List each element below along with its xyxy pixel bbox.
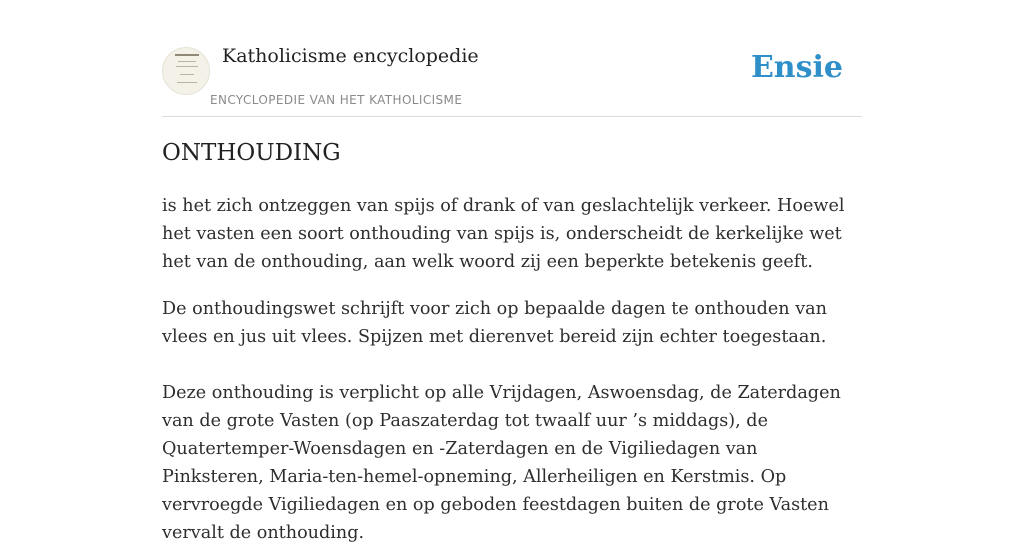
encyclopedia-cover-thumbnail[interactable] [162, 47, 210, 95]
encyclopedia-name-link[interactable]: Katholicisme encyclopedie [222, 45, 479, 67]
article-paragraph-2: De onthoudingswet schrijft voor zich op bepaalde dagen te onthouden van vlees en jus uit vlees. Spijzen met dierenvet bereid zijn echter toegestaan. [162, 299, 827, 347]
header [162, 0, 862, 117]
page [162, 0, 862, 543]
encyclopedia-subtitle: ENCYCLOPEDIE VAN HET KATHOLICISME [210, 93, 463, 107]
article-paragraph-3: Deze onthouding is verplicht op alle Vrijdagen, Aswoensdag, de Zaterdagen van de grote Vasten (op Paaszaterdag tot twaalf uur ’s middags), de Quatertemper-Woensdagen en -Zaterdagen en de Vigiliedagen van Pinksteren, Maria-ten-hemel-opneming, Allerheiligen en Kerstmis. Op vervroegde Vigiliedagen en op geboden feestdagen buiten de grote Vasten vervalt de onthouding. [162, 383, 841, 543]
ensie-logo-link[interactable]: Ensie [750, 50, 843, 85]
article-title: ONTHOUDING [162, 140, 341, 166]
article-paragraph-1: is het zich ontzeggen van spijs of drank of van geslachtelijk verkeer. Hoewel het vasten een soort onthouding van spijs is, onderscheidt de kerkelijke wet het van de onthouding, aan welk woord zij een beperkte betekenis geeft. [162, 196, 845, 272]
